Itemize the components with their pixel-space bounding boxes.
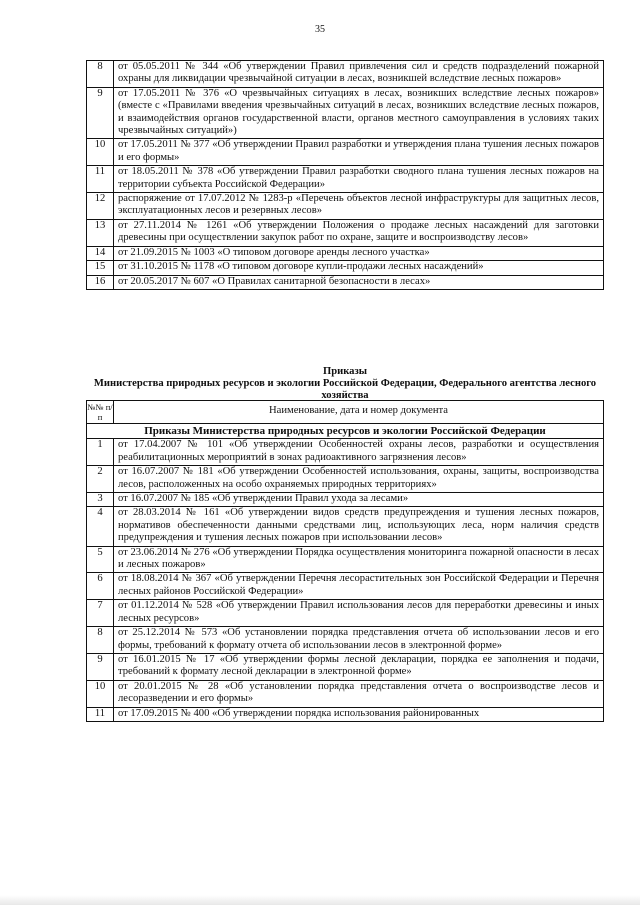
row-number: 1 xyxy=(87,439,114,466)
document-title: от 17.09.2015 № 400 «Об утверждении порядка использования районированных xyxy=(114,707,604,721)
document-title: от 27.11.2014 № 1261 «Об утверждении Положения о продаже лесных насаждений для заготовки древесины при осуществлении закупок работ по охране, защите и воспроизводству лесов» xyxy=(114,219,604,246)
orders-heading-subtitle: Министерства природных ресурсов и экологии Российской Федерации, Федерального агентства лесного хозяйства xyxy=(93,378,597,401)
table-row xyxy=(87,546,604,573)
row-number: 4 xyxy=(87,507,114,546)
row-number: 8 xyxy=(87,627,114,654)
table-row xyxy=(87,707,604,721)
row-number: 9 xyxy=(87,653,114,680)
government-decrees-table-body xyxy=(87,61,604,290)
table-row xyxy=(87,493,604,507)
row-number: 6 xyxy=(87,573,114,600)
row-number: 14 xyxy=(87,246,114,260)
table-row xyxy=(87,193,604,220)
table-row xyxy=(87,627,604,654)
table-row xyxy=(87,139,604,166)
subsection-row xyxy=(87,424,604,439)
table-row xyxy=(87,166,604,193)
table-row xyxy=(87,219,604,246)
subsection-title: Приказы Министерства природных ресурсов и экологии Российской Федерации xyxy=(87,424,604,439)
table-header-row xyxy=(87,401,604,424)
table-row xyxy=(87,680,604,707)
document-title: от 16.07.2007 № 181 «Об утверждении Особенностей использования, охраны, защиты, воспроизводства лесов, расположенных на особо охраняемых природных территориях» xyxy=(114,466,604,493)
document-title: от 18.08.2014 № 367 «Об утверждении Перечня лесорастительных зон Российской Федерации и Перечня лесных районов Российской Федерации» xyxy=(114,573,604,600)
page-number: 35 xyxy=(315,24,325,35)
row-number: 7 xyxy=(87,600,114,627)
row-number: 10 xyxy=(87,680,114,707)
table-row xyxy=(87,653,604,680)
document-title: от 17.05.2011 № 377 «Об утверждении Правил разработки и утверждения плана тушения лесных пожаров и его формы» xyxy=(114,139,604,166)
row-number: 13 xyxy=(87,219,114,246)
document-title: от 20.05.2017 № 607 «О Правилах санитарной безопасности в лесах» xyxy=(114,275,604,289)
row-number: 16 xyxy=(87,275,114,289)
column-header-number: №№ п/п xyxy=(87,402,113,422)
row-number: 15 xyxy=(87,261,114,275)
document-title: от 18.05.2011 № 378 «Об утверждении Правил разработки сводного плана тушения лесных пожаров на территории субъекта Российской Федерации» xyxy=(114,166,604,193)
row-number: 9 xyxy=(87,87,114,139)
document-title: от 20.01.2015 № 28 «Об установлении порядка представления отчета о воспроизводстве лесов и лесоразведении и его формы» xyxy=(114,680,604,707)
table-row xyxy=(87,507,604,546)
government-decrees-table xyxy=(86,60,604,290)
document-title: от 17.04.2007 № 101 «Об утверждении Особенностей охраны лесов, разработки и осуществления реабилитационных мероприятий в зонах радиоактивного загрязнения лесов» xyxy=(114,439,604,466)
ministry-orders-table-body xyxy=(87,424,604,722)
document-title: от 25.12.2014 № 573 «Об установлении порядка представления отчета об использовании лесов и его формы, требований к формату отчета об использовании лесов в электронной форме» xyxy=(114,627,604,654)
table-row xyxy=(87,600,604,627)
row-number: 5 xyxy=(87,546,114,573)
row-number: 11 xyxy=(87,707,114,721)
scan-bottom-edge xyxy=(0,895,640,905)
row-number: 8 xyxy=(87,61,114,88)
row-number: 10 xyxy=(87,139,114,166)
document-title: от 23.06.2014 № 276 «Об утверждении Порядка осуществления мониторинга пожарной опасности в лесах и лесных пожаров» xyxy=(114,546,604,573)
document-title: от 28.03.2014 № 161 «Об утверждении видов средств предупреждения и тушения лесных пожаров, нормативов обеспеченности данными средствами лиц, использующих леса, норм наличия средств предупреждения и тушения лесных пожаров при использовании лесов» xyxy=(114,507,604,546)
orders-heading-title: Приказы xyxy=(322,366,367,377)
table-row xyxy=(87,466,604,493)
row-number: 3 xyxy=(87,493,114,507)
table-row xyxy=(87,246,604,260)
table-row xyxy=(87,573,604,600)
orders-section-heading xyxy=(86,366,604,402)
row-number: 12 xyxy=(87,193,114,220)
row-number: 11 xyxy=(87,166,114,193)
document-title: от 17.05.2011 № 376 «О чрезвычайных ситуациях в лесах, возникших вследствие лесных пожаров» (вместе с «Правилами введения чрезвычайных ситуаций в лесах, возникших вследствие лесных пожаров, и взаимодействия органов государственной власти, органов местного самоуправления в условиях таких чрезвычайных ситуаций») xyxy=(114,87,604,139)
table-row xyxy=(87,439,604,466)
table-row xyxy=(87,275,604,289)
document-title: от 16.07.2007 № 185 «Об утверждении Правил ухода за лесами» xyxy=(114,493,604,507)
row-number: 2 xyxy=(87,466,114,493)
table-row xyxy=(87,261,604,275)
document-title: от 16.01.2015 № 17 «Об утверждении формы лесной декларации, порядка ее заполнения и подачи, требований к формату лесной декларации в электронной форме» xyxy=(114,653,604,680)
document-title: от 05.05.2011 № 344 «Об утверждении Правил привлечения сил и средств подразделений пожарной охраны для ликвидации чрезвычайной ситуации в лесах, возникшей вследствие лесных пожаров» xyxy=(114,61,604,88)
column-header-document-name: Наименование, дата и номер документа xyxy=(114,401,604,424)
document-title: от 31.10.2015 № 1178 «О типовом договоре купли-продажи лесных насаждений» xyxy=(114,261,604,275)
document-title: от 21.09.2015 № 1003 «О типовом договоре аренды лесного участка» xyxy=(114,246,604,260)
ministry-orders-table xyxy=(86,400,604,722)
table-row xyxy=(87,87,604,139)
document-title: распоряжение от 17.07.2012 № 1283-р «Перечень объектов лесной инфраструктуры для защитных лесов, эксплуатационных лесов и резервных лесов» xyxy=(114,193,604,220)
document-title: от 01.12.2014 № 528 «Об утверждении Правил использования лесов для переработки древесины и иных лесных ресурсов» xyxy=(114,600,604,627)
table-row xyxy=(87,61,604,88)
